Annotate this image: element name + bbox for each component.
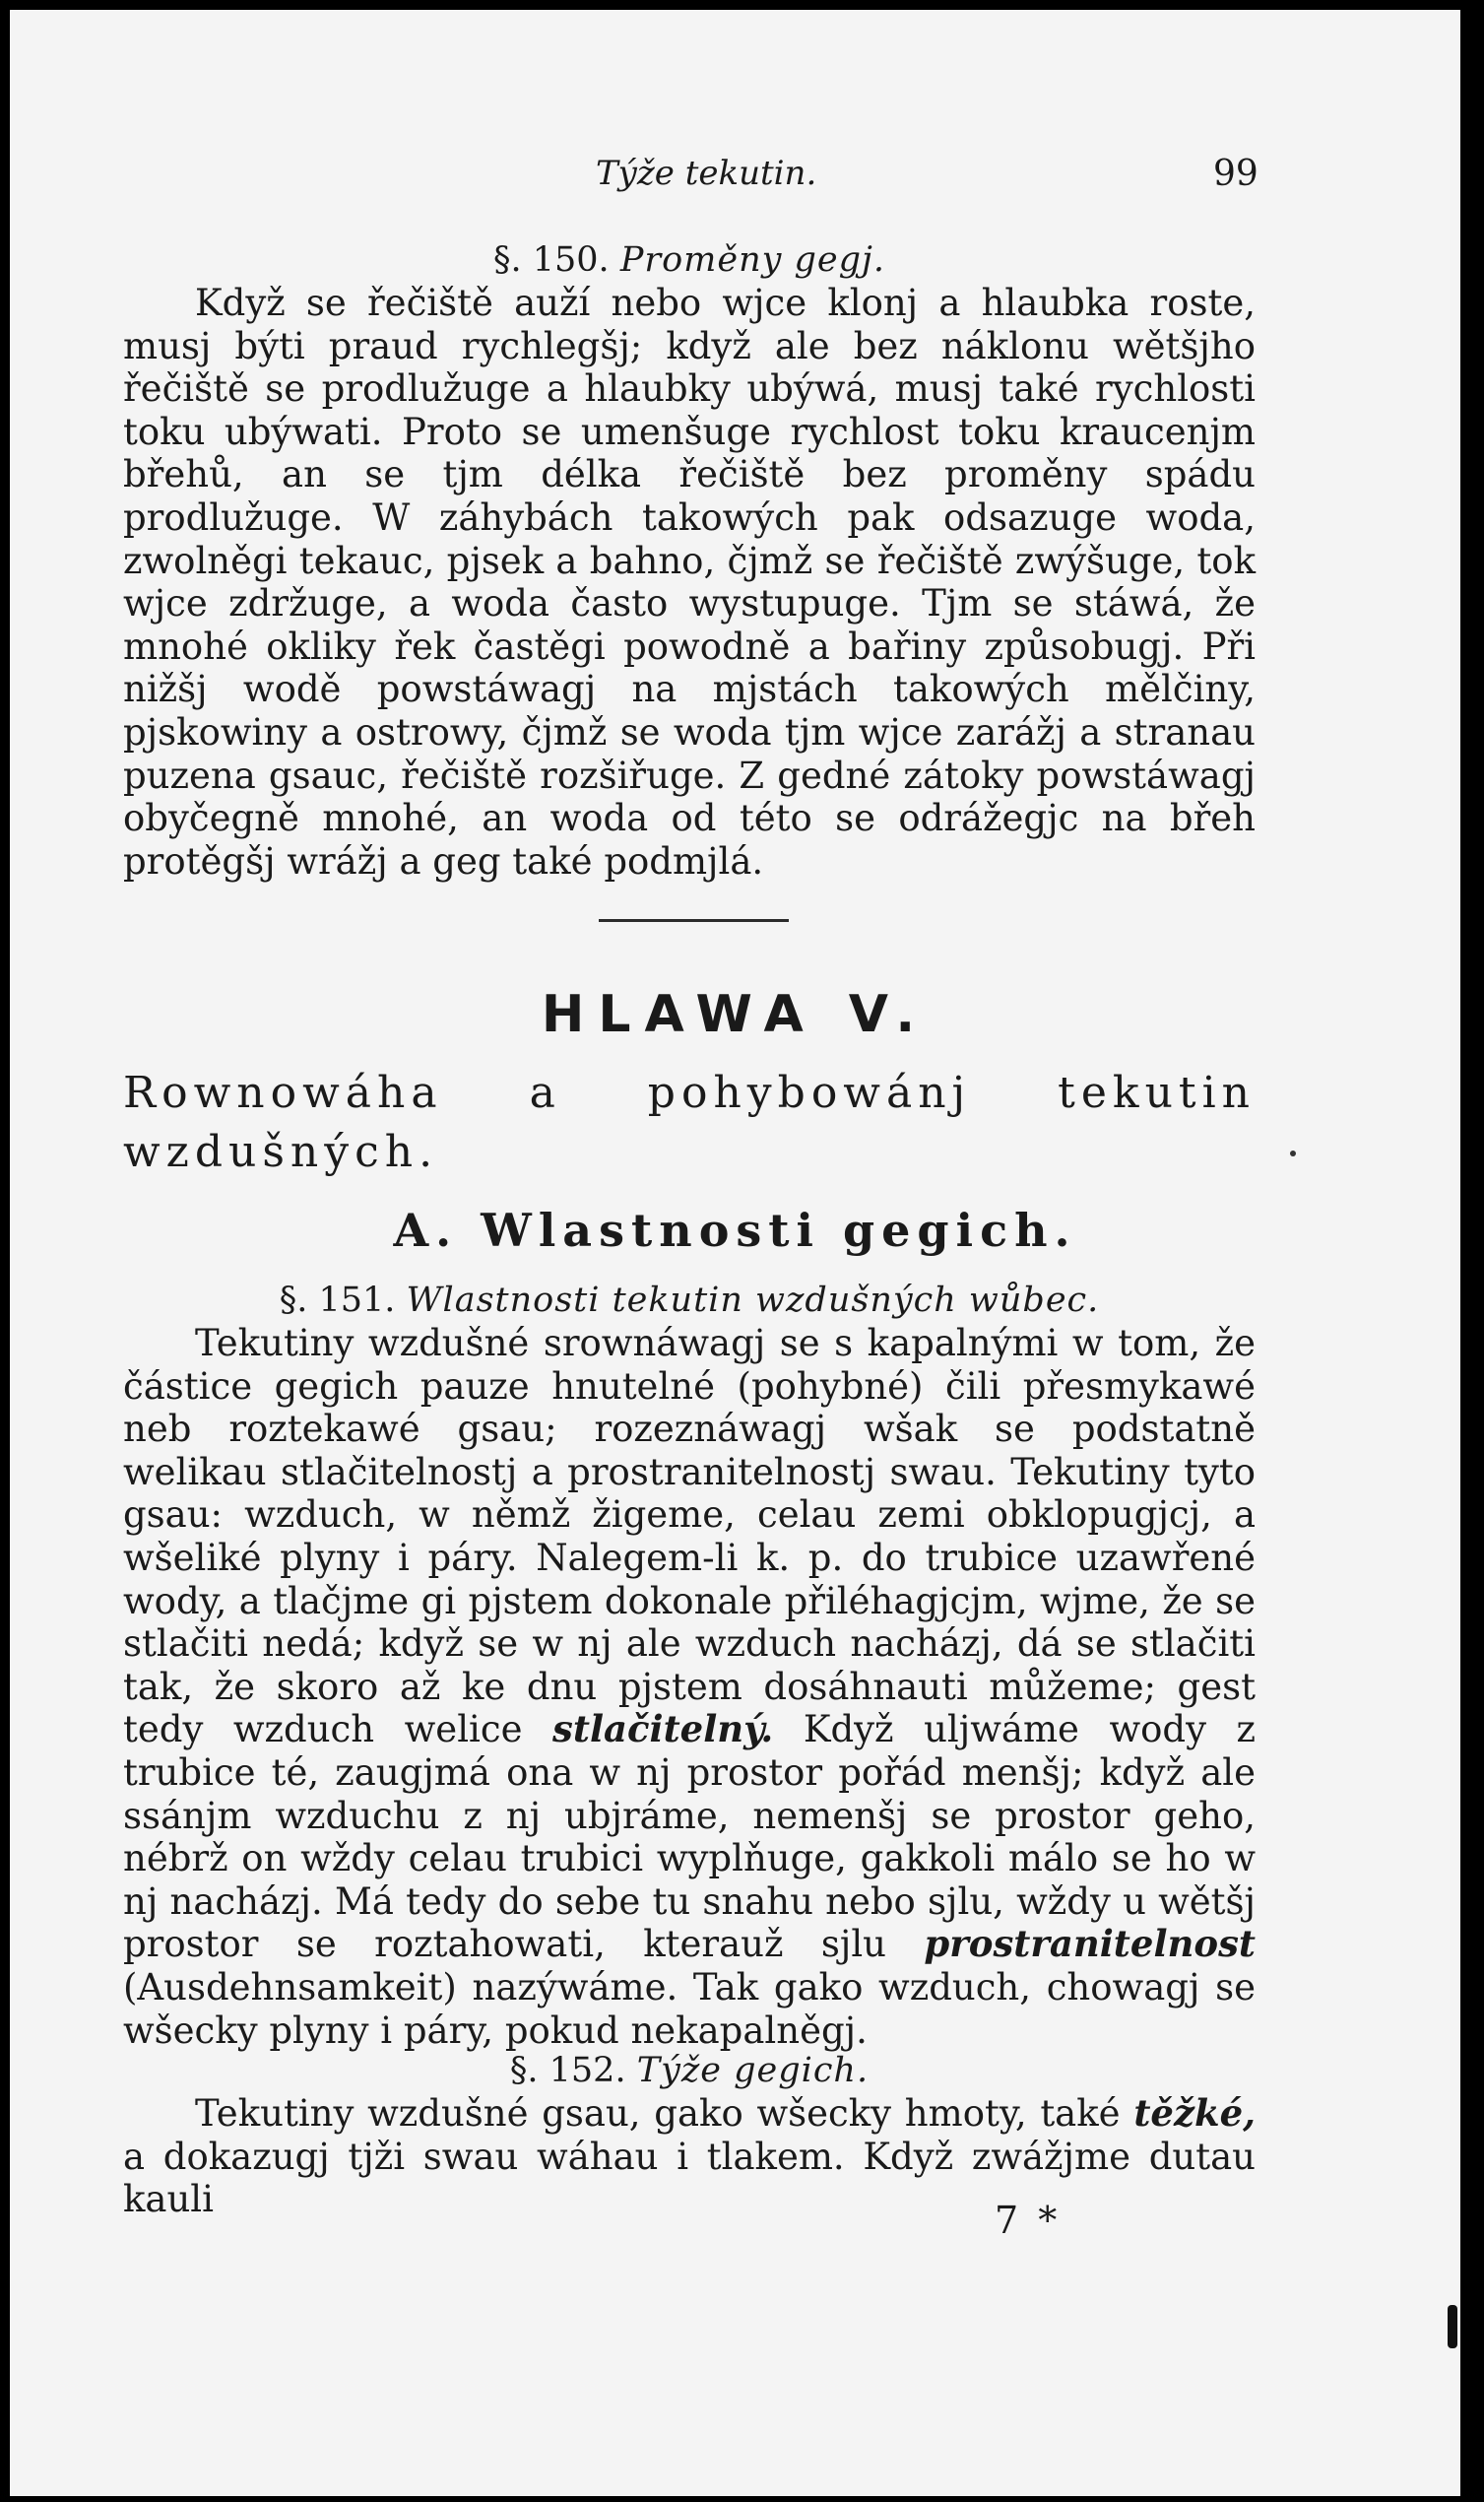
paragraph-text: a dokazugj tjži swau wáhau i tlakem. Když zwážjme dutau kauli [123,2135,1256,2221]
emphasized-term: prostranitelnost [924,1922,1256,1966]
paragraph-text: (Ausdehnsamkeit) nazýwáme. Tak gako wzduch, chowagj se wšecky plyny i páry, pokud nekapalněgj. [123,1965,1256,2052]
page [10,10,1460,2496]
section-symbol: §. 152. [509,2051,626,2090]
section-heading [123,238,1256,282]
chapter-subtitle: Rownowáha a pohybowánj tekutin wzdušných. [123,1068,1256,1177]
chapter-heading: HLAWA V. [541,985,930,1044]
section-paragraph [123,2092,1256,2221]
section-symbol: §. 151. [279,1281,396,1320]
paragraph-text: Tekutiny wzdušné gsau, gako wšecky hmoty, také [195,2092,1121,2135]
emphasized-term: stlačitelný. [552,1707,774,1751]
section-paragraph: Když se řečiště auží nebo wjce klonj a hlaubka roste, musj býti praud rychlegšj; když ale bez náklonu wětšjho řečiště se prodlužuge a hlaubky ubýwá, musj také rychlosti toku ubýwati. Proto se umenšuge rychlost toku kraucenjm břehů, an se tjm délka řečiště bez proměny spádu prodlužuge. W záhybách takowých pak odsazuge woda, zwolněgi tekauc, pjsek a bahno, čjmž se řečiště zwýšuge, tok wjce zdržuge, a woda často wystupuge. Tjm se stáwá, že mnohé okliky řek častěgi powodně a bařiny způsobugj. Při nižšj wodě powstáwagj na mjstách takowých mělčiny, pjskowiny a ostrowy, čjmž se woda tjm wjce zarážj a stranau puzena gsauc, řečiště rozšiřuge. Z gedné zátoky powstáwagj obyčegně mnohé, an woda od této se odrážegjc na břeh protěgšj wrážj a geg také podmjlá. [123,282,1256,883]
section-title: Wlastnosti tekutin wzdušných wůbec. [406,1281,1100,1320]
section-title: Proměny gegj. [619,240,886,280]
section-heading [123,1279,1256,1322]
emphasized-term: těžké, [1133,2091,1257,2135]
running-header [10,154,1460,203]
section-151 [123,1279,1256,2052]
section-heading [123,2049,1256,2092]
section-symbol: §. 150. [492,240,610,280]
stray-dot [1290,1151,1296,1156]
page-number: 99 [1213,154,1258,194]
paragraph-text: Když uljwáme wody z trubice té, zaugjmá ona w nj prostor pořád menšj; když ale ssánjm wzduchu z nj ubjráme, nemenšj se prostor geho, nébrž on wždy celau trubici wyplňuge, gakkoli málo se ho w nj nacházj. Má tedy do sebe tu snahu nebo sjlu, wždy u wětšj prostor se roztahowati, kterauž sjlu [123,1708,1256,1966]
running-title: Týže tekutin. [596,154,817,193]
paragraph-text: Tekutiny wzdušné srownáwagj se s kapalnými w tom, že částice gegich pauze hnutelné (pohybné) čili přesmykawé neb roztekawé gsau; rozeznáwagj wšak se podstatně welikau stlačitelnostj a prostranitelnostj swau. Tekutiny tyto gsau: wzduch, w němž žigeme, celau zemi obklopugjcj, a wšeliké plyny i páry. Nalegem-li k. p. do trubice uzawřené wody, a tlačjme gi pjstem dokonale přiléhagjcjm, wjme, že se stlačiti nedá; když se w nj ale wzduch nacházj, dá se stlačiti tak, že skoro až ke dnu pjstem dosáhnauti můžeme; gest tedy wzduch welice [123,1322,1256,1751]
section-152 [123,2049,1256,2221]
edge-mark [1448,2305,1457,2348]
signature-mark: 7 * [995,2199,1062,2242]
divider [599,919,789,922]
section-150 [123,238,1256,883]
part-heading: A. Wlastnosti gegich. [393,1204,1077,1257]
section-title: Týže gegich. [636,2051,870,2090]
section-paragraph [123,1322,1256,2052]
